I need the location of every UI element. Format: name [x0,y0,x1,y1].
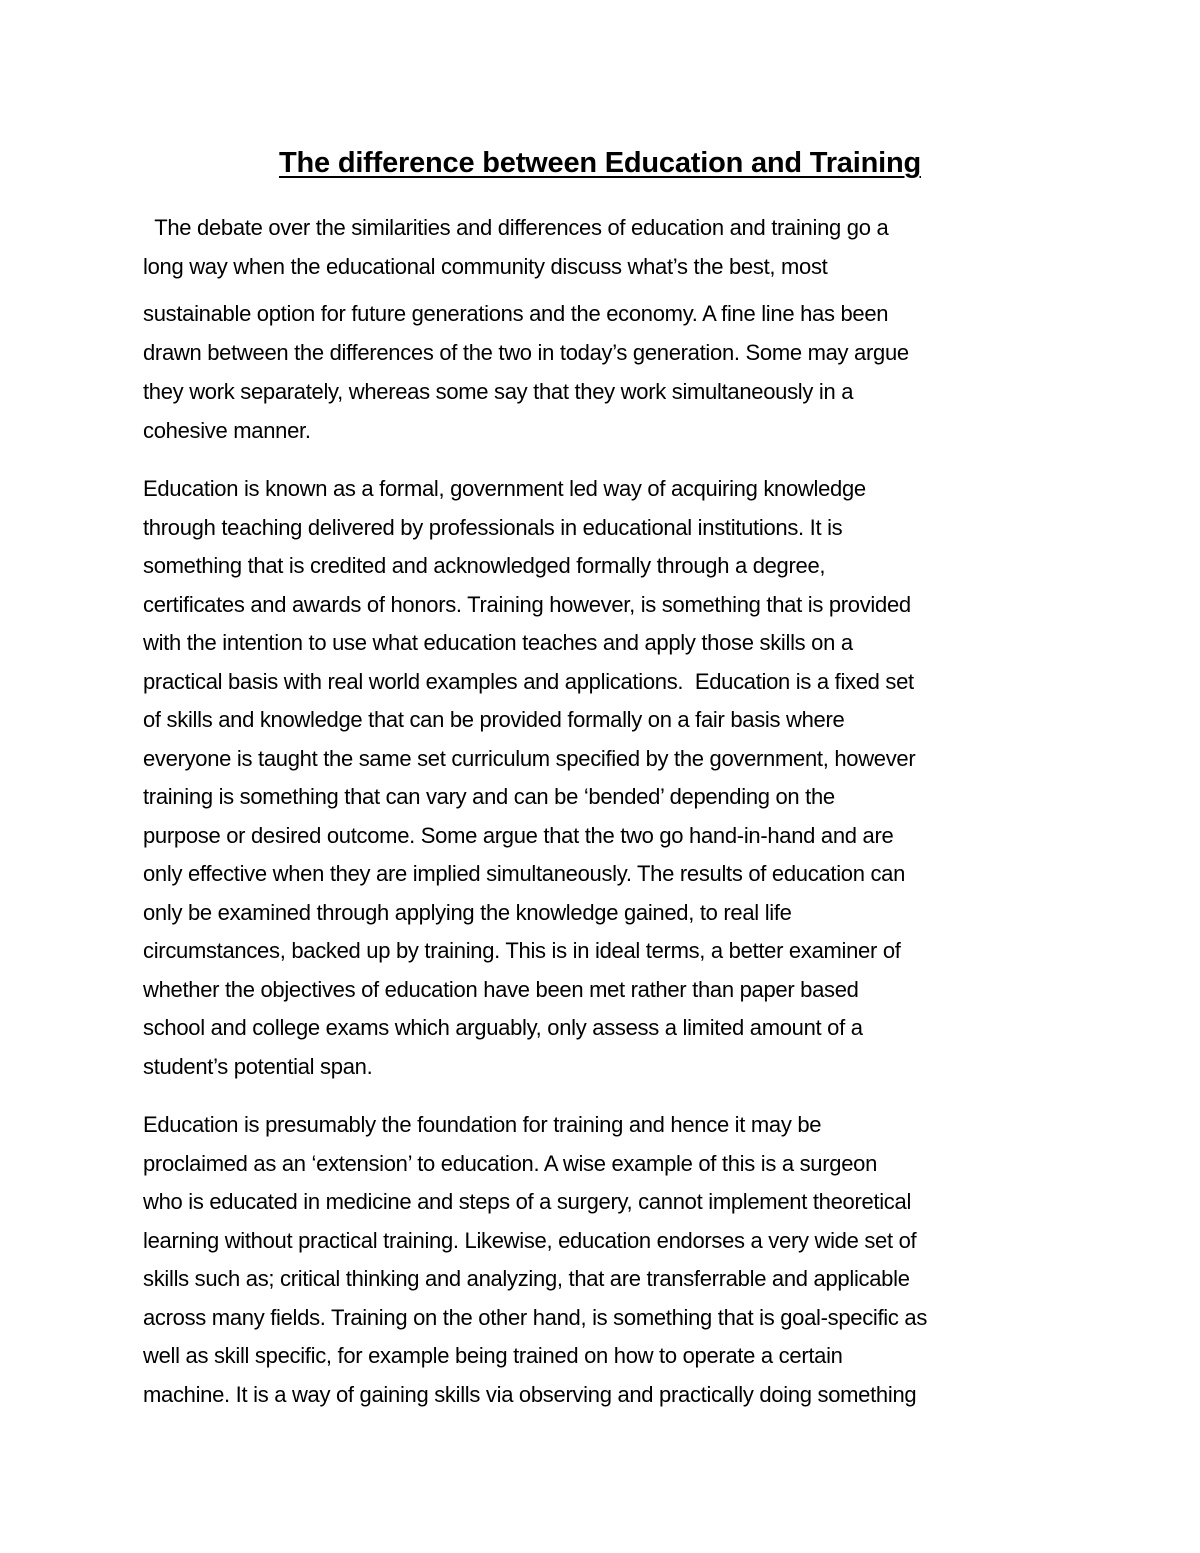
paragraph-line: machine. It is a way of gaining skills via observing and practically doing something [143,1382,917,1407]
paragraph-line: school and college exams which arguably, only assess a limited amount of a [143,1015,863,1040]
paragraph-line: well as skill specific, for example being trained on how to operate a certain [143,1343,843,1368]
paragraph-line: skills such as; critical thinking and analyzing, that are transferrable and applicable [143,1266,910,1291]
paragraph-line: who is educated in medicine and steps of a surgery, cannot implement theoretical [143,1189,912,1214]
paragraph-line: sustainable option for future generations and the economy. A fine line has been [143,301,889,326]
paragraph-line: student’s potential span. [143,1054,373,1079]
paragraph-line: whether the objectives of education have been met rather than paper based [143,977,859,1002]
paragraph-line: Education is known as a formal, government led way of acquiring knowledge [143,476,866,501]
paragraph-line: circumstances, backed up by training. This is in ideal terms, a better examiner of [143,938,901,963]
paragraph-line: learning without practical training. Likewise, education endorses a very wide set of [143,1228,917,1253]
paragraph-line: certificates and awards of honors. Training however, is something that is provided [143,592,911,617]
paragraph-line: purpose or desired outcome. Some argue that the two go hand-in-hand and are [143,823,894,848]
paragraph-line: everyone is taught the same set curriculum specified by the government, however [143,746,916,771]
paragraph-line: training is something that can vary and can be ‘bended’ depending on the [143,784,835,809]
paragraph-line: with the intention to use what education teaches and apply those skills on a [143,630,853,655]
paragraph-line: something that is credited and acknowledged formally through a degree, [143,553,826,578]
paragraph-line: Education is presumably the foundation for training and hence it may be [143,1112,822,1137]
paragraph-line: through teaching delivered by professionals in educational institutions. It is [143,515,843,540]
paragraph-line: drawn between the differences of the two in today’s generation. Some may argue [143,340,909,365]
paragraph-line: The debate over the similarities and differences of education and training go a [143,215,889,240]
paragraph-line: they work separately, whereas some say that they work simultaneously in a [143,379,854,404]
paragraph-line: long way when the educational community discuss what’s the best, most [143,254,828,279]
paragraph-line: cohesive manner. [143,418,311,443]
paragraph-line: of skills and knowledge that can be provided formally on a fair basis where [143,707,845,732]
document-title: The difference between Education and Training [279,147,921,179]
paragraph-line: only effective when they are implied simultaneously. The results of education can [143,861,906,886]
paragraph-line: practical basis with real world examples and applications. Education is a fixed set [143,669,914,694]
paragraph-line: only be examined through applying the knowledge gained, to real life [143,900,792,925]
paragraph-line: across many fields. Training on the other hand, is something that is goal-specific as [143,1305,928,1330]
paragraph-line: proclaimed as an ‘extension’ to education. A wise example of this is a surgeon [143,1151,878,1176]
